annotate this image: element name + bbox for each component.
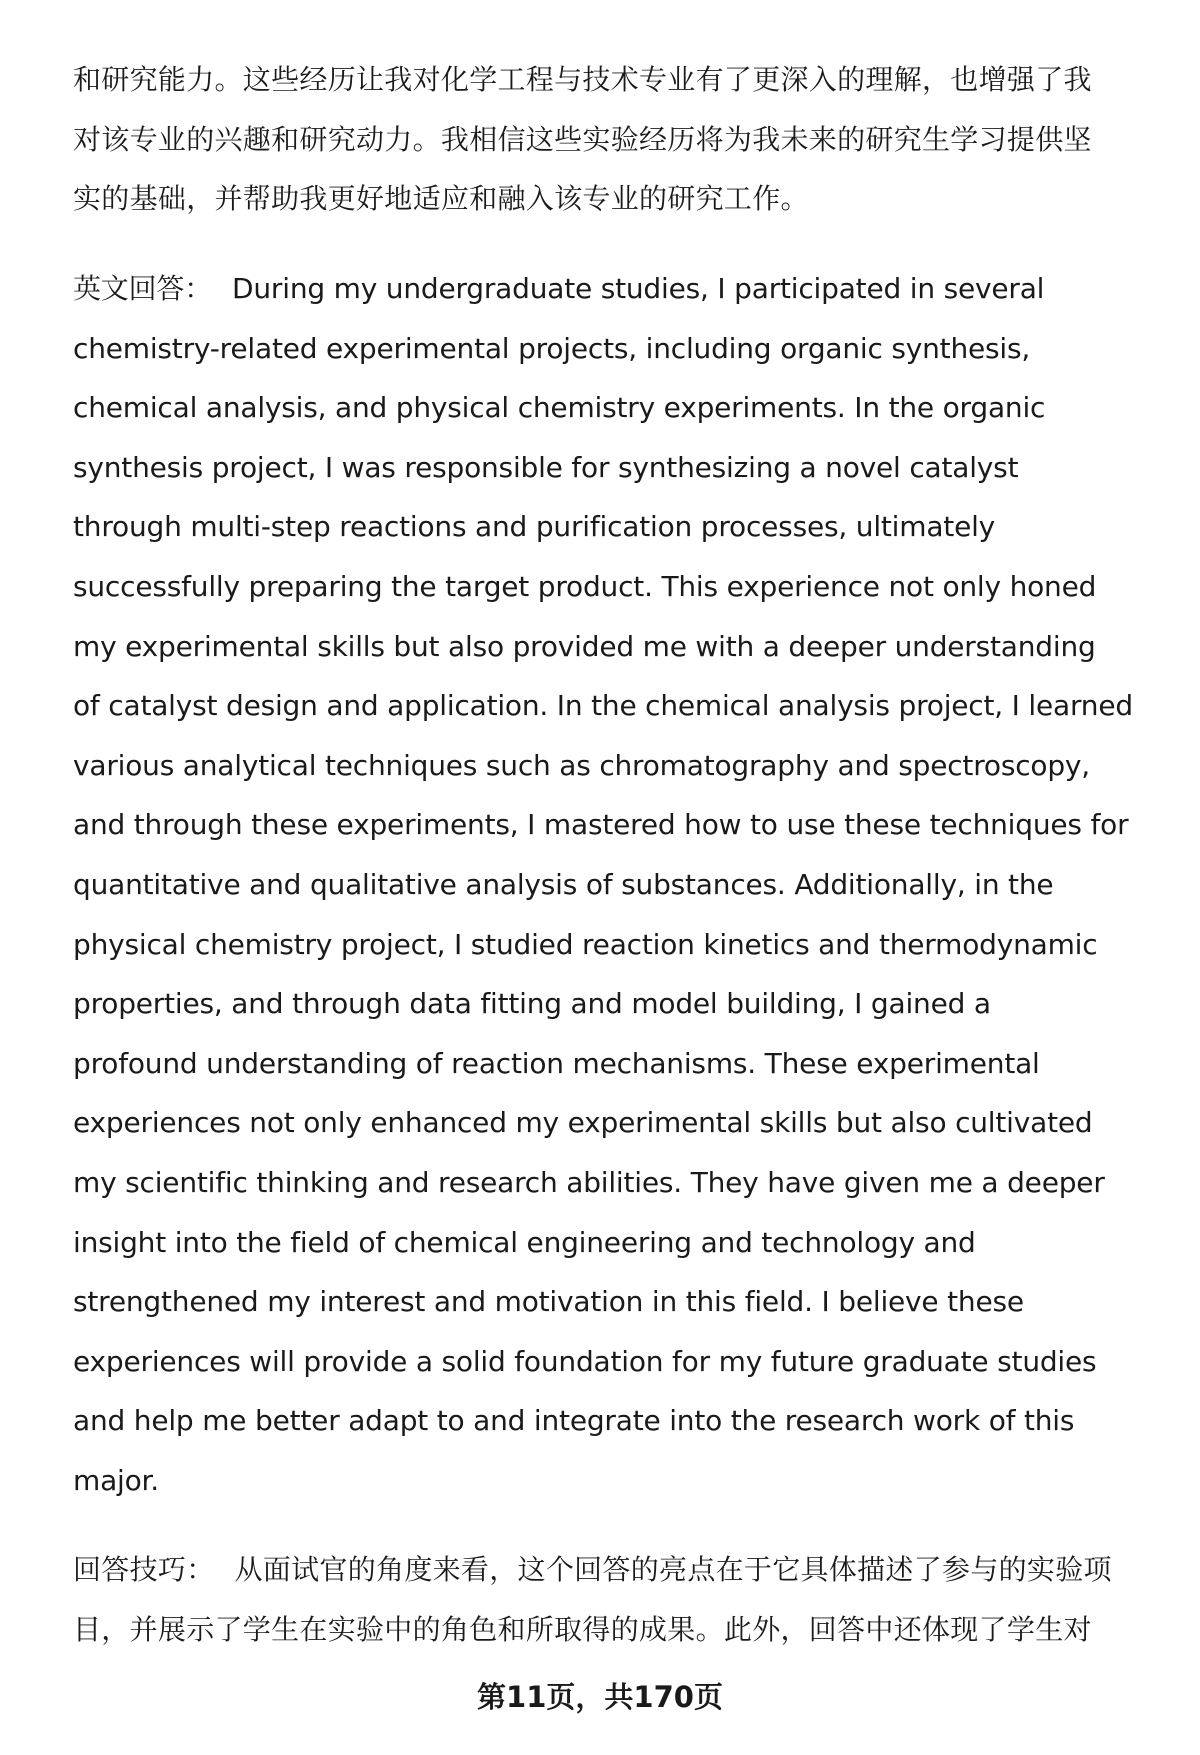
text-line: profound understanding of reaction mechanisms. These experimental	[73, 1046, 1040, 1080]
text-line: my scientific thinking and research abilities. They have given me a deeper	[73, 1165, 1105, 1199]
text-line: insight into the field of chemical engineering and technology and	[73, 1225, 976, 1259]
text-line: chemistry-related experimental projects, including organic synthesis,	[73, 331, 1031, 365]
text-line: various analytical techniques such as chromatography and spectroscopy,	[73, 748, 1090, 782]
page-indicator: 第11页，共170页	[477, 1680, 723, 1714]
text-line: experiences will provide a solid foundation for my future graduate studies	[73, 1344, 1097, 1378]
text-line: successfully preparing the target product. This experience not only honed	[73, 569, 1097, 603]
answer-tips-paragraph	[73, 1540, 1163, 1659]
text-line: and through these experiments, I mastered how to use these techniques for	[73, 808, 1129, 842]
text-line: through multi-step reactions and purification processes, ultimately	[73, 510, 996, 544]
text-line: major.	[73, 1463, 159, 1497]
paragraph-continuation	[73, 50, 1163, 229]
answer-tips-label: 回答技巧：	[73, 1553, 215, 1586]
text-line: 实的基础，并帮助我更好地适应和融入该专业的研究工作。	[73, 182, 809, 216]
text-line: 目，并展示了学生在实验中的角色和所取得的成果。此外，回答中还体现了学生对	[73, 1612, 1092, 1646]
text-line: 对该专业的兴趣和研究动力。我相信这些实验经历将为我未来的研究生学习提供坚	[73, 122, 1092, 156]
text-line	[73, 259, 1163, 319]
text-line: synthesis project, I was responsible for synthesizing a novel catalyst	[73, 450, 1019, 484]
text-line: 和研究能力。这些经历让我对化学工程与技术专业有了更深入的理解，也增强了我	[73, 63, 1092, 96]
text-line: my experimental skills but also provided me with a deeper understanding	[73, 629, 1096, 663]
english-answer-paragraph	[73, 259, 1163, 1510]
text-line-content: 从面试官的角度来看，这个回答的亮点在于它具体描述了参与的实验项	[234, 1553, 1112, 1586]
text-line: and help me better adapt to and integrate into the research work of this	[73, 1404, 1075, 1438]
text-line: properties, and through data fitting and model building, I gained a	[73, 987, 991, 1021]
text-line-content: During my undergraduate studies, I participated in several	[232, 272, 1045, 305]
text-line	[73, 1540, 1163, 1600]
text-line: physical chemistry project, I studied reaction kinetics and thermodynamic	[73, 927, 1098, 961]
english-answer-label: 英文回答：	[73, 272, 213, 305]
text-line: chemical analysis, and physical chemistry experiments. In the organic	[73, 391, 1046, 425]
text-line: of catalyst design and application. In the chemical analysis project, I learned	[73, 689, 1133, 723]
text-line: strengthened my interest and motivation in this field. I believe these	[73, 1285, 1024, 1319]
text-line: experiences not only enhanced my experimental skills but also cultivated	[73, 1106, 1093, 1140]
text-line: quantitative and qualitative analysis of substances. Additionally, in the	[73, 867, 1054, 901]
